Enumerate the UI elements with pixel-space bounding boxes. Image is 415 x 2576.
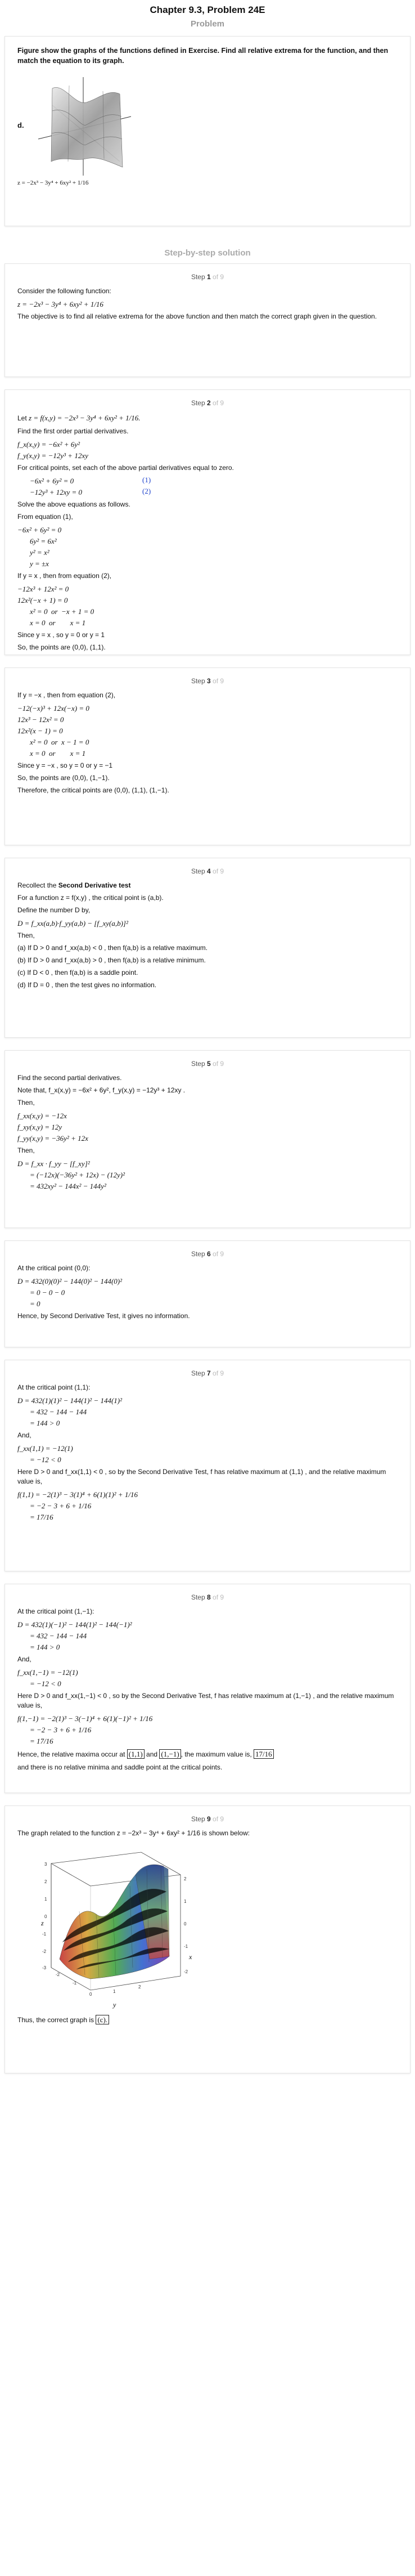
step-text: So, the points are (0,0), (1,1). <box>17 643 106 651</box>
step-text: For critical points, set each of the above partial derivatives equal to zero. <box>17 464 234 472</box>
step-6-title: Step 6 of 9 <box>191 1250 224 1258</box>
step-5-card <box>4 1050 411 1228</box>
svg-text:2: 2 <box>138 1984 141 1990</box>
step-text: The graph related to the function z = −2x³ − 3y⁴ + 6xy² + 1/16 is shown below: <box>17 1829 250 1837</box>
svg-text:-3: -3 <box>42 1965 47 1970</box>
math-line: f(1,1) = −2(1)³ − 3(1)⁴ + 6(1)(1)² + 1/16 <box>17 1490 138 1499</box>
svg-text:2: 2 <box>184 1876 187 1881</box>
math-line: f_xx(1,−1) = −12(1) <box>17 1668 78 1677</box>
step-text: Hence, by Second Derivative Test, it gives no information. <box>17 1312 190 1320</box>
step-text: At the critical point (1,1): <box>17 1383 91 1391</box>
z-axis-label: z <box>41 1919 44 1927</box>
step-text: (b) If D > 0 and f_xx(a,b) > 0 , then f(a,b) is a relative minimum. <box>17 956 206 964</box>
step-text: The objective is to find all relative extrema for the above function and then match the correct graph given in the question. <box>17 312 377 320</box>
step-8-title: Step 8 of 9 <box>191 1593 224 1601</box>
math-line: f_yy(x,y) = −36y² + 12x <box>17 1134 88 1143</box>
x-axis-label: x <box>189 1953 192 1961</box>
step-text: And, <box>17 1431 31 1439</box>
svg-text:1: 1 <box>184 1899 187 1904</box>
math-line: x = 0 or x = 1 <box>30 619 86 627</box>
chapter-title: Chapter 9.3, Problem 24E <box>150 5 265 15</box>
math-line: D = 432(1)(−1)² − 144(1)² − 144(−1)² <box>17 1620 132 1629</box>
step-text: Define the number D by, <box>17 906 91 914</box>
problem-statement: Figure show the graphs of the functions defined in Exercise. Find all relative extrema for the function, and then match the equation to its graph. <box>17 47 389 65</box>
step-text: Find the second partial derivatives. <box>17 1074 122 1082</box>
svg-text:0: 0 <box>184 1921 187 1927</box>
svg-text:0: 0 <box>44 1914 47 1919</box>
figure-caption: z = −2x³ − 3y⁴ + 6xy² + 1/16 <box>17 180 89 186</box>
math-line: = −2 − 3 + 6 + 1/16 <box>30 1502 92 1510</box>
step-6-card <box>4 1240 411 1347</box>
surface-sheet <box>51 87 123 167</box>
math-line: f_y(x,y) = −12y³ + 12xy <box>17 451 88 460</box>
svg-text:1: 1 <box>113 1989 116 1994</box>
final-answer: Thus, the correct graph is (c). <box>17 2014 398 2026</box>
step-1-card <box>4 263 411 377</box>
step-text: So, the points are (0,0), (1,−1). <box>17 774 110 782</box>
answer-box-value: 17/16 <box>254 1749 274 1759</box>
math-line: f_xx(x,y) = −12x <box>17 1112 67 1120</box>
step-3-title: Step 3 of 9 <box>191 677 224 685</box>
function-equation: z = −2x³ − 3y⁴ + 6xy² + 1/16 <box>17 300 103 308</box>
math-line: = 0 − 0 − 0 <box>30 1288 65 1297</box>
step-text: Here D > 0 and f_xx(1,−1) < 0 , so by the Second Derivative Test, f has relative maximum at (1,−1) , and the relative maximum value is, <box>17 1692 394 1709</box>
step-text: And, <box>17 1655 31 1663</box>
math-line: = 17/16 <box>30 1737 53 1745</box>
step-text: For a function z = f(x,y) , the critical point is (a,b). <box>17 894 164 902</box>
step-text: Here D > 0 and f_xx(1,1) < 0 , so by the Second Derivative Test, f has relative maximum at (1,1) , and the relative maximum value is, <box>17 1468 386 1485</box>
math-line: = 432 − 144 − 144 <box>30 1632 87 1640</box>
svg-text:-2: -2 <box>56 1972 60 1977</box>
y-axis-label: y <box>113 2001 116 2009</box>
step-text: Since y = −x , so y = 0 or y = −1 <box>17 761 113 769</box>
answer-box-graph: (c). <box>96 2015 109 2024</box>
math-line: x = 0 or x = 1 <box>30 749 86 758</box>
math-line: = −12 < 0 <box>30 1455 61 1464</box>
math-line: = 17/16 <box>30 1513 53 1521</box>
math-line: y² = x² <box>30 548 49 557</box>
math-line: = 144 > 0 <box>30 1419 60 1427</box>
answer-box-point-1: (1,1) <box>127 1749 145 1759</box>
math-line: D = 432(1)(1)² − 144(1)² − 144(1)² <box>17 1396 123 1405</box>
step-text: Find the first order partial derivatives. <box>17 427 129 435</box>
math-line: = 432xy² − 144x² − 144y² <box>30 1182 106 1190</box>
math-line: f_x(x,y) = −6x² + 6y² <box>17 440 80 449</box>
step-9-title: Step 9 of 9 <box>191 1815 224 1823</box>
math-line: 12x²(x − 1) = 0 <box>17 727 63 735</box>
math-line: D = f_xx(a,b)·f_yy(a,b) − [f_xy(a,b)]² <box>17 919 128 928</box>
step-text: Let z = f(x,y) = −2x³ − 3y⁴ + 6xy² + 1/16. <box>17 414 141 422</box>
x-ticks <box>184 1876 188 1974</box>
step-text: If y = −x , then from equation (2), <box>17 691 116 699</box>
equation-ref-2[interactable]: (2) <box>142 487 151 495</box>
step-text: If y = x , then from equation (2), <box>17 572 112 580</box>
math-line: D = 432(0)(0)² − 144(0)² − 144(0)² <box>17 1277 123 1285</box>
step-1-title: Step 1 of 9 <box>191 273 224 281</box>
svg-text:3: 3 <box>44 1862 47 1867</box>
step-text: Solve the above equations as follows. <box>17 500 130 508</box>
math-line: = 144 > 0 <box>30 1643 60 1651</box>
step-4-title: Step 4 of 9 <box>191 867 224 875</box>
math-line: −6x² + 6y² = 0 <box>17 526 62 534</box>
answer-box-point-2: (1,−1) <box>159 1749 181 1759</box>
surface-graph-small <box>30 71 137 178</box>
step-text: At the critical point (1,−1): <box>17 1607 94 1615</box>
solution-label: Step-by-step solution <box>164 248 251 258</box>
math-line: D = f_xx · f_yy − [f_xy]² <box>17 1159 90 1168</box>
step-text: Since y = x , so y = 0 or y = 1 <box>17 631 105 639</box>
step-text: Then, <box>17 1146 35 1154</box>
step-text: Consider the following function: <box>17 287 111 295</box>
figure-letter: d. <box>17 120 24 129</box>
svg-text:-1: -1 <box>184 1944 188 1949</box>
step-text: Recollect the Second Derivative test <box>17 881 131 889</box>
math-line: x² = 0 or −x + 1 = 0 <box>30 607 94 616</box>
math-line: = 432 − 144 − 144 <box>30 1408 87 1416</box>
step-text: Therefore, the critical points are (0,0), (1,1), (1,−1). <box>17 786 169 794</box>
math-line: = 0 <box>30 1300 40 1308</box>
math-line: = −12 < 0 <box>30 1679 61 1688</box>
step-text: (c) If D < 0 , then f(a,b) is a saddle point. <box>17 969 138 976</box>
step-text: (a) If D > 0 and f_xx(a,b) < 0 , then f(a,b) is a relative maximum. <box>17 944 208 952</box>
problem-card <box>4 36 411 226</box>
step-text: At the critical point (0,0): <box>17 1264 91 1272</box>
math-line: −12x³ + 12x² = 0 <box>17 585 69 593</box>
svg-text:-1: -1 <box>73 1981 77 1986</box>
math-line: = −2 − 3 + 6 + 1/16 <box>30 1726 92 1734</box>
math-line: f(1,−1) = −2(1)³ − 3(−1)⁴ + 6(1)(−1)² + 1/16 <box>17 1714 153 1723</box>
conclusion-text: Hence, the relative maxima occur at (1,1) and (1,−1) , the maximum value is, 17/16 <box>17 1749 398 1760</box>
math-line: 6y² = 6x² <box>30 537 57 545</box>
step-text: Then, <box>17 1099 35 1106</box>
step-text: and there is no relative minima and saddle point at the critical points. <box>17 1763 223 1771</box>
step-8-card <box>4 1584 411 1793</box>
problem-figure <box>17 71 398 178</box>
step-2-card: Step 2 of 9 Let z = f(x,y) = −2x³ − 3y⁴ + 6xy² + 1/16. Find the first order partial derivatives. f_x(x,y) = −6x² + 6y² f_y(x,y) = −12y³ + 12xy For critical points, set each of the above partial derivatives equal to zero. −6x² + 6y² = 0 (1) −12y³ + 12xy = 0 (2) Solve the above equations as follows. From equation (1), −6x² + 6y² = 0 6y² = 6x² y² = x² y = ±x If y = x , then from equation (2), −12x³ + 12x² = 0 12x²(−x + 1) = 0 x² = 0 or −x + 1 = 0 x = 0 or x = 1 Since y = x , so y = 0 or y = 1 So, the points are (0,0), (1,1). <box>4 389 411 655</box>
step-5-title: Step 5 of 9 <box>191 1060 224 1068</box>
step-7-card <box>4 1360 411 1571</box>
step-4-card <box>4 858 411 1038</box>
step-7-title: Step 7 of 9 <box>191 1369 224 1377</box>
surface-graph-3d <box>29 1841 197 2010</box>
math-line: 12x²(−x + 1) = 0 <box>17 596 68 604</box>
step-text: Then, <box>17 931 35 939</box>
svg-text:-2: -2 <box>42 1949 47 1954</box>
math-line: x² = 0 or x − 1 = 0 <box>30 738 89 746</box>
svg-text:0: 0 <box>89 1992 92 1997</box>
step-text: From equation (1), <box>17 513 73 521</box>
step-text: Note that, f_x(x,y) = −6x² + 6y², f_y(x,y) = −12y³ + 12xy . <box>17 1086 186 1094</box>
math-line: −12(−x)³ + 12x(−x) = 0 <box>17 704 89 713</box>
svg-text:1: 1 <box>44 1897 47 1902</box>
problem-label: Problem <box>190 19 224 29</box>
equation-ref-1[interactable]: (1) <box>142 476 151 484</box>
math-line: f_xy(x,y) = 12y <box>17 1123 62 1131</box>
step-3-card <box>4 667 411 845</box>
step-2-title: Step 2 of 9 <box>191 399 224 407</box>
math-line: 12x³ − 12x² = 0 <box>17 715 64 724</box>
math-line: f_xx(1,1) = −12(1) <box>17 1444 73 1453</box>
svg-text:-1: -1 <box>42 1932 47 1937</box>
z-ticks <box>42 1862 47 1970</box>
svg-text:-2: -2 <box>184 1969 188 1974</box>
math-line: = (−12x)(−36y² + 12x) − (12y)² <box>30 1171 125 1179</box>
step-9-card <box>4 1806 411 2073</box>
step-text: (d) If D = 0 , then the test gives no information. <box>17 981 157 989</box>
math-line: y = ±x <box>30 559 49 568</box>
svg-text:2: 2 <box>44 1879 47 1884</box>
